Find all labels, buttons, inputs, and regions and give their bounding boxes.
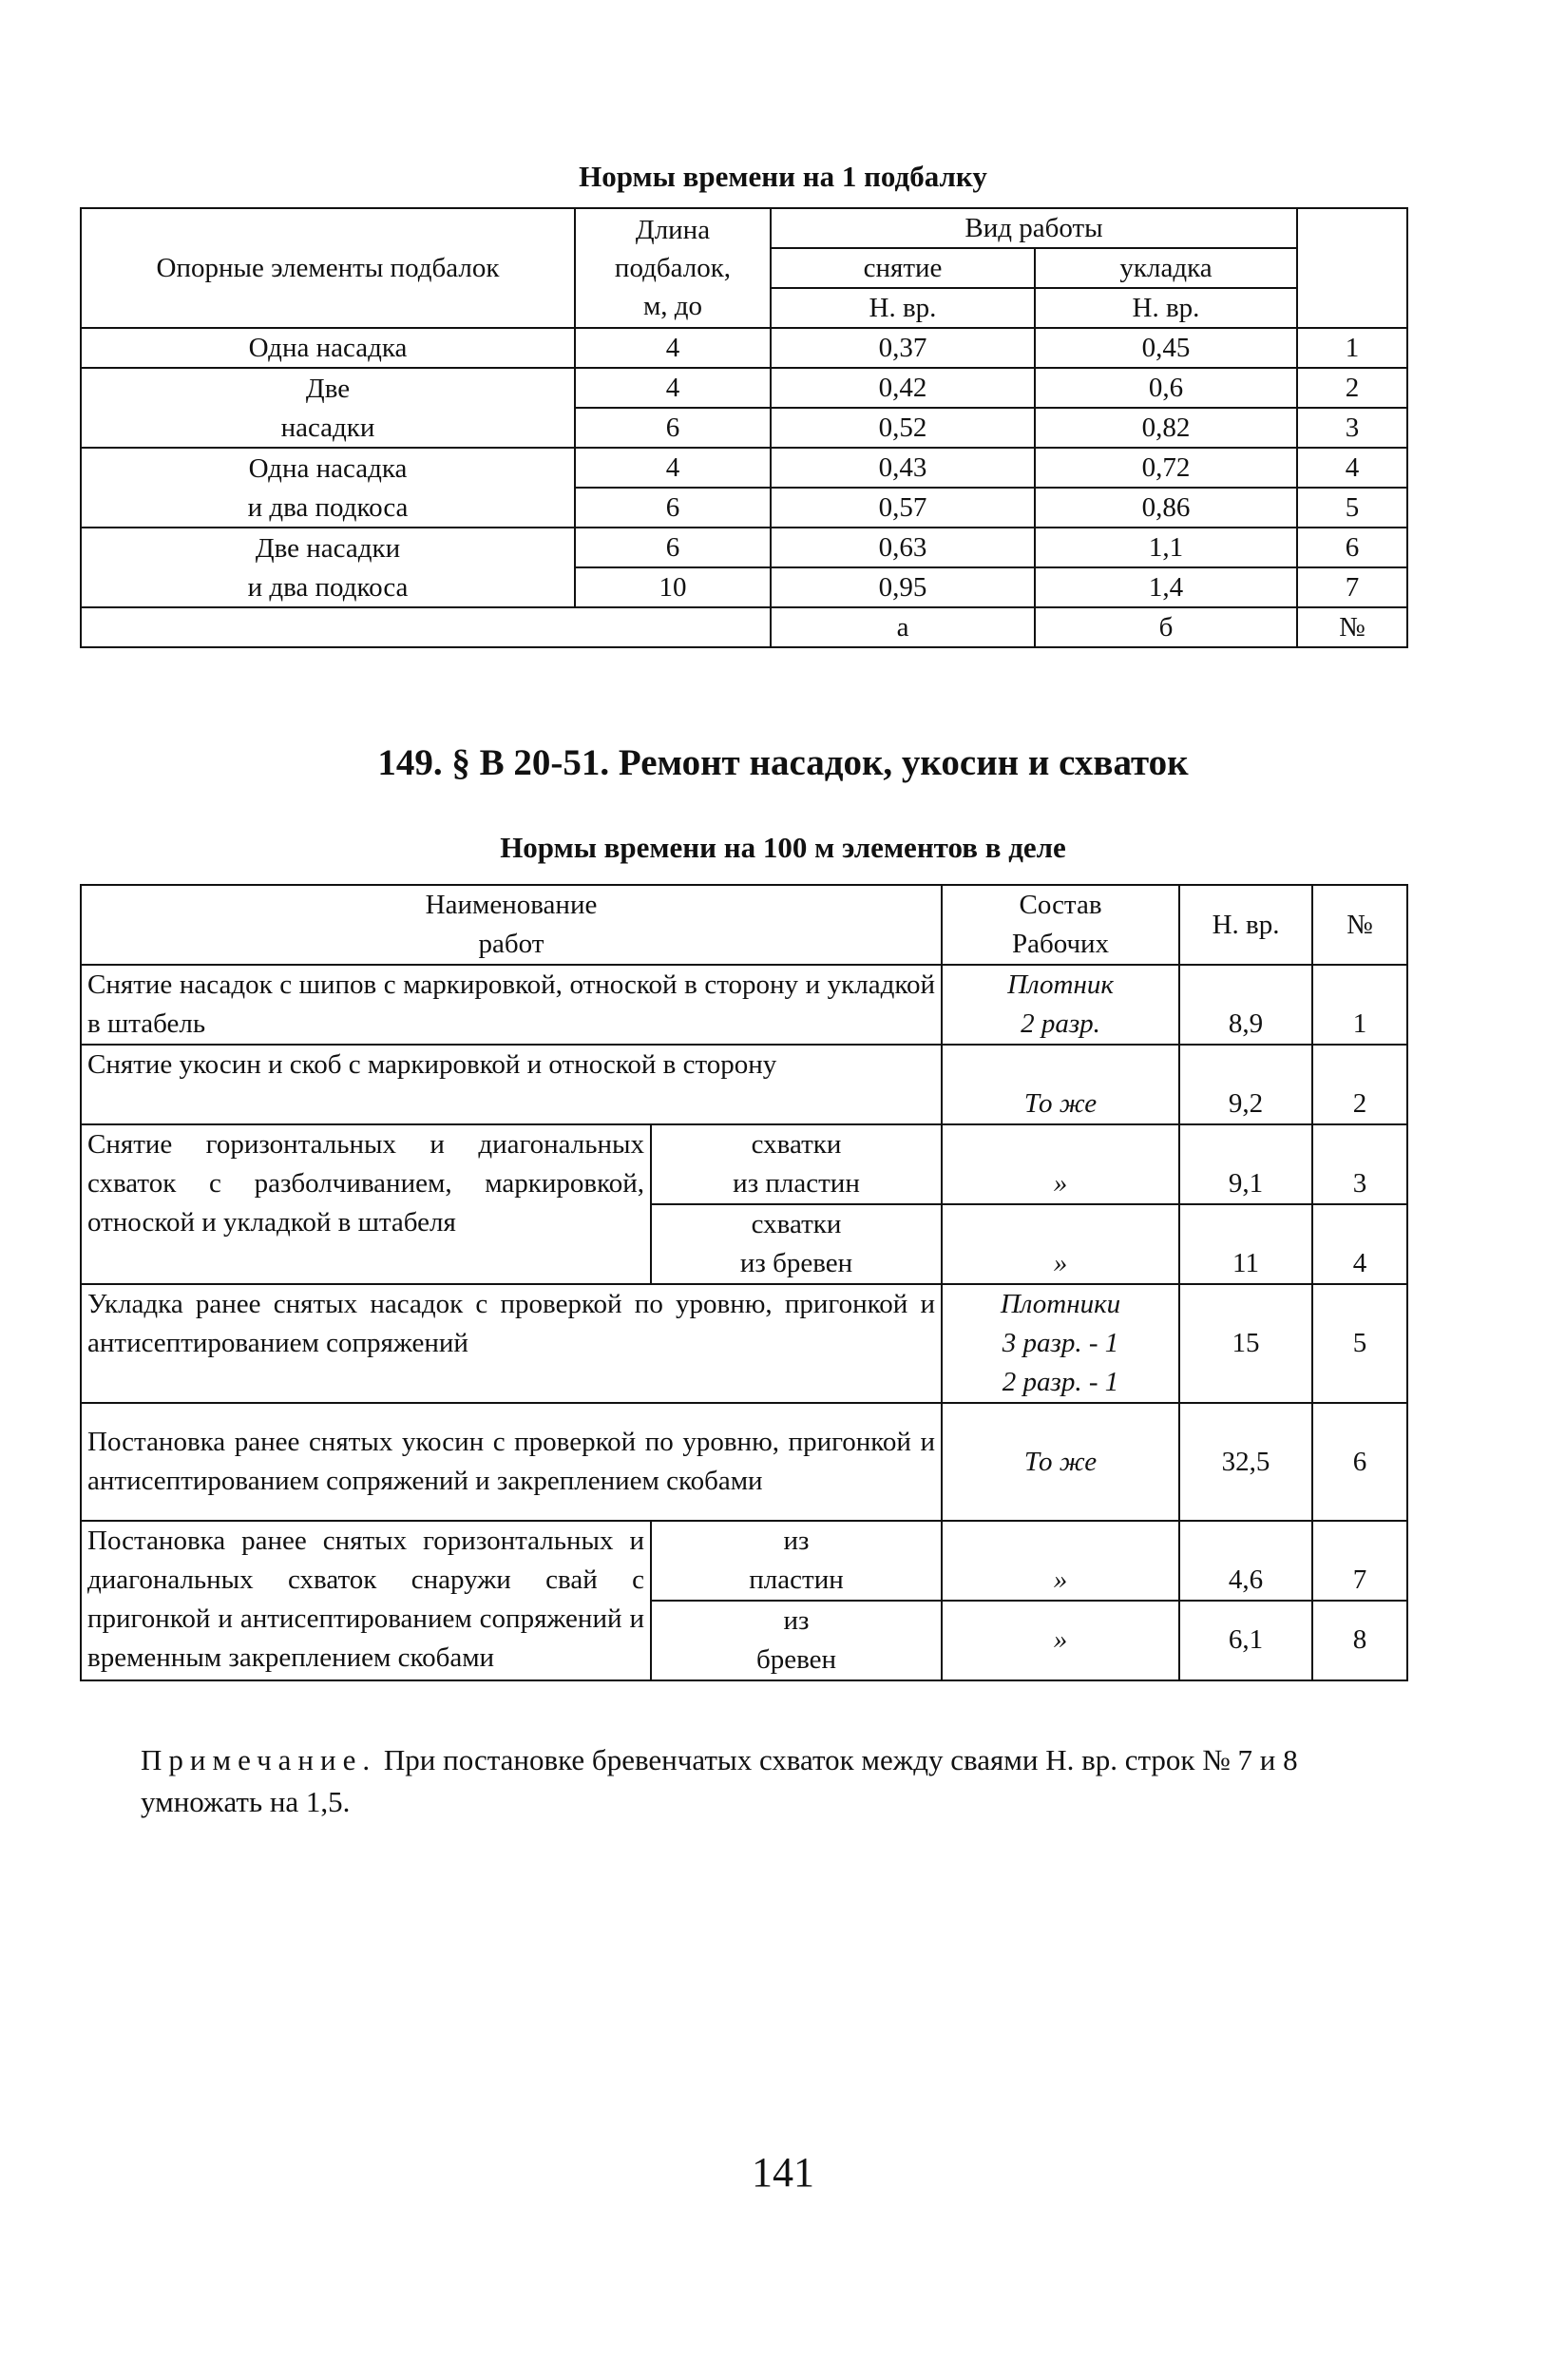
table-row — [81, 1284, 1407, 1403]
row-number: 2 — [1312, 1045, 1407, 1124]
row-label: Одна насадка — [81, 328, 575, 368]
row-number: 5 — [1312, 1284, 1407, 1403]
row-number: 4 — [1297, 448, 1407, 488]
table1-header-blank — [1297, 208, 1407, 328]
time-norm: 9,2 — [1179, 1045, 1312, 1124]
row-removal-value: 0,95 — [771, 567, 1035, 607]
table1-header-elements: Опорные элементы подбалок — [81, 208, 575, 328]
element-type: схватки из бревен — [651, 1204, 942, 1284]
table-row — [81, 1045, 1407, 1124]
row-number: 3 — [1297, 408, 1407, 448]
table1 — [80, 207, 1408, 648]
row-laying-value: 1,4 — [1035, 567, 1297, 607]
row-label: Одна насадка — [81, 448, 575, 488]
row-length: 10 — [575, 567, 771, 607]
table2-title: Нормы времени на 100 м элементов в деле — [500, 831, 1066, 864]
table-row — [81, 408, 1407, 448]
row-number: 8 — [1312, 1601, 1407, 1680]
crew-composition: То же — [942, 1403, 1179, 1521]
time-norm: 6,1 — [1179, 1601, 1312, 1680]
note-label: Примечание. — [141, 1743, 377, 1776]
crew-composition: Плотник 2 разр. — [942, 965, 1179, 1045]
table-note — [141, 1739, 1366, 1823]
time-norm: 11 — [1179, 1204, 1312, 1284]
page-number: 141 — [752, 2149, 814, 2196]
table2-header-crew: Состав Рабочих — [942, 885, 1179, 965]
row-laying-value: 0,6 — [1035, 368, 1297, 408]
table2-header-row — [81, 885, 1407, 965]
row-laying-value: 0,82 — [1035, 408, 1297, 448]
crew-composition: То же — [942, 1045, 1179, 1124]
row-label: Две — [81, 368, 575, 408]
crew-composition: » — [942, 1204, 1179, 1284]
crew-composition: » — [942, 1521, 1179, 1601]
work-description: Постановка ранее снятых укосин с проверкой по уровню, пригонкой и антисептированием сопряжений и закреплением скобами — [81, 1403, 942, 1521]
table2-header-name: Наименование работ — [81, 885, 942, 965]
row-laying-value: 1,1 — [1035, 528, 1297, 567]
crew-composition: » — [942, 1601, 1179, 1680]
element-type: схватки из пластин — [651, 1124, 942, 1204]
table1-footer-a: а — [771, 607, 1035, 647]
row-removal-value: 0,43 — [771, 448, 1035, 488]
time-norm: 9,1 — [1179, 1124, 1312, 1204]
row-number: 3 — [1312, 1124, 1407, 1204]
table-row — [81, 965, 1407, 1045]
work-description: Снятие насадок с шипов с маркировкой, отноской в сторону и укладкой в штабель — [81, 965, 942, 1045]
row-length: 6 — [575, 408, 771, 448]
row-number: 6 — [1312, 1403, 1407, 1521]
table1-header-length: Длина подбалок, м, до — [575, 208, 771, 328]
row-laying-value: 0,86 — [1035, 488, 1297, 528]
note-text: При постановке бревенчатых схваток между сваями Н. вр. строк № 7 и 8 умножать на 1,5. — [141, 1743, 1298, 1818]
work-description: Постановка ранее снятых горизонтальных и диагональных схваток снаружи свай с пригонкой и антисептированием сопряжений и временным закреплением скобами — [81, 1521, 651, 1680]
table2 — [80, 884, 1408, 1681]
table1-footer-row — [81, 607, 1407, 647]
table-row — [81, 1403, 1407, 1521]
table-row — [81, 1124, 1407, 1204]
row-number: 1 — [1297, 328, 1407, 368]
table1-title: Нормы времени на 1 подбалку — [579, 160, 987, 193]
row-laying-value: 0,72 — [1035, 448, 1297, 488]
section-title: 149. § В 20-51. Ремонт насадок, укосин и схваток — [377, 742, 1189, 783]
time-norm: 8,9 — [1179, 965, 1312, 1045]
crew-composition: » — [942, 1124, 1179, 1204]
work-description: Снятие укосин и скоб с маркировкой и отноской в сторону — [81, 1045, 942, 1124]
table-row — [81, 567, 1407, 607]
table1-header-nvr: Н. вр. — [771, 288, 1035, 328]
row-length: 4 — [575, 448, 771, 488]
time-norm: 15 — [1179, 1284, 1312, 1403]
table1-header-work-type: Вид работы — [771, 208, 1297, 248]
crew-composition: Плотники 3 разр. - 1 2 разр. - 1 — [942, 1284, 1179, 1403]
element-type: из бревен — [651, 1601, 942, 1680]
row-removal-value: 0,42 — [771, 368, 1035, 408]
work-description: Укладка ранее снятых насадок с проверкой по уровню, пригонкой и антисептированием сопряжений — [81, 1284, 942, 1403]
table-row — [81, 368, 1407, 408]
row-removal-value: 0,52 — [771, 408, 1035, 448]
table-row — [81, 448, 1407, 488]
element-type: из пластин — [651, 1521, 942, 1601]
table-row — [81, 488, 1407, 528]
row-number: 2 — [1297, 368, 1407, 408]
row-number: 5 — [1297, 488, 1407, 528]
table-row — [81, 1521, 1407, 1601]
table1-footer-b: б — [1035, 607, 1297, 647]
row-length: 6 — [575, 488, 771, 528]
row-number: 7 — [1312, 1521, 1407, 1601]
table1-header-row — [81, 208, 1407, 248]
row-number: 1 — [1312, 965, 1407, 1045]
table2-header-nvr: Н. вр. — [1179, 885, 1312, 965]
row-number: 7 — [1297, 567, 1407, 607]
table1-footer-number: № — [1297, 607, 1407, 647]
table1-header-nvr: Н. вр. — [1035, 288, 1297, 328]
row-length: 4 — [575, 328, 771, 368]
work-description: Снятие горизонтальных и диагональных схваток с разболчиванием, маркировкой, отноской и укладкой в штабеля — [81, 1124, 651, 1284]
time-norm: 4,6 — [1179, 1521, 1312, 1601]
table1-header-laying: укладка — [1035, 248, 1297, 288]
row-label: и два подкоса — [81, 567, 575, 607]
row-laying-value: 0,45 — [1035, 328, 1297, 368]
row-removal-value: 0,57 — [771, 488, 1035, 528]
row-label: насадки — [81, 408, 575, 448]
table1-header-removal: снятие — [771, 248, 1035, 288]
row-label: Две насадки — [81, 528, 575, 567]
row-number: 4 — [1312, 1204, 1407, 1284]
time-norm: 32,5 — [1179, 1403, 1312, 1521]
row-removal-value: 0,37 — [771, 328, 1035, 368]
table-row — [81, 528, 1407, 567]
table1-footer-blank — [81, 607, 771, 647]
row-number: 6 — [1297, 528, 1407, 567]
table-row — [81, 328, 1407, 368]
row-removal-value: 0,63 — [771, 528, 1035, 567]
row-length: 4 — [575, 368, 771, 408]
row-label: и два подкоса — [81, 488, 575, 528]
row-length: 6 — [575, 528, 771, 567]
table2-header-number: № — [1312, 885, 1407, 965]
